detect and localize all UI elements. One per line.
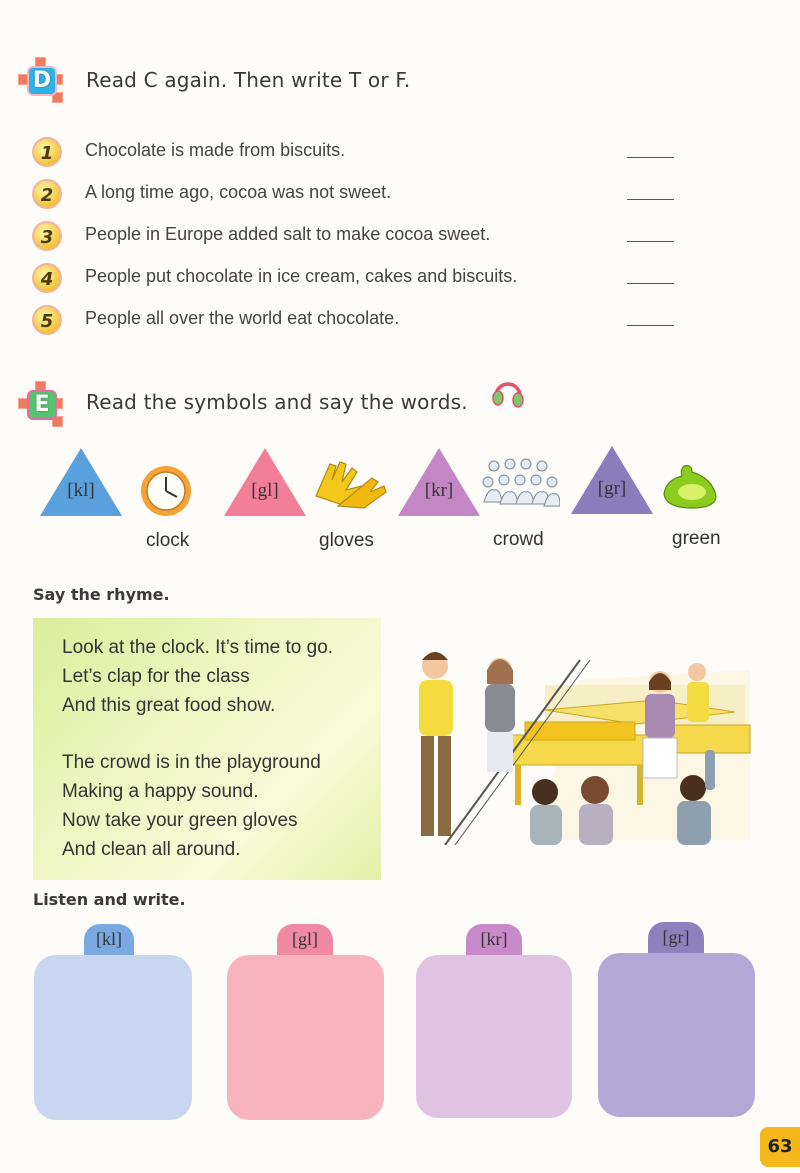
symbol-triangle-gl: [224, 448, 306, 516]
listen-card-kl[interactable]: [34, 955, 192, 1120]
symbol-gl-text: [gl]: [251, 480, 279, 501]
rhyme-heading: Say the rhyme.: [33, 585, 170, 604]
word-crowd: crowd: [493, 529, 544, 550]
crowd-icon: [482, 456, 560, 512]
clock-icon: [139, 464, 193, 518]
section-e-badge: [18, 381, 62, 425]
statement-1: Chocolate is made from biscuits.: [85, 140, 346, 160]
rhyme-line-2: Let’s clap for the class: [62, 666, 250, 687]
symbol-gr-text: [gr]: [597, 478, 627, 499]
listen-card-gr[interactable]: [598, 953, 755, 1117]
symbol-kl-text: [kl]: [67, 480, 95, 501]
word-gloves: gloves: [319, 530, 374, 551]
listen-tab-kl: [kl]: [84, 924, 134, 958]
statement-number-4: 4: [32, 263, 62, 293]
listen-heading: Listen and write.: [33, 890, 186, 909]
section-e-letter: E: [27, 390, 57, 420]
listen-tab-gr: [gr]: [648, 922, 704, 956]
listen-card-kr[interactable]: [416, 955, 572, 1118]
statement-2: A long time ago, cocoa was not sweet.: [85, 182, 392, 202]
section-e-instruction: Read the symbols and say the words.: [86, 390, 468, 414]
gloves-icon: [312, 456, 388, 512]
statement-5: People all over the world eat chocolate.: [85, 308, 400, 328]
answer-blank-4[interactable]: [627, 283, 674, 284]
statement-number-1: 1: [32, 137, 62, 167]
answer-blank-1[interactable]: [627, 157, 674, 158]
section-d-letter: D: [27, 66, 57, 96]
rhyme-line-7: And clean all around.: [62, 839, 241, 860]
statement-number-2: 2: [32, 179, 62, 209]
statement-4: People put chocolate in ice cream, cakes and biscuits.: [85, 266, 518, 286]
answer-blank-2[interactable]: [627, 199, 674, 200]
rhyme-line-4: The crowd is in the playground: [62, 752, 321, 773]
section-d-instruction: Read C again. Then write T or F.: [86, 68, 411, 92]
green-blob-icon: [662, 462, 718, 512]
rhyme-line-3: And this great food show.: [62, 695, 276, 716]
rhyme-line-1: Look at the clock. It’s time to go.: [62, 637, 334, 658]
word-green: green: [672, 528, 721, 549]
listen-tab-kr: [kr]: [466, 924, 522, 958]
statement-3: People in Europe added salt to make cocoa sweet.: [85, 224, 491, 244]
symbol-triangle-kl: [40, 448, 122, 516]
statement-number-3: 3: [32, 221, 62, 251]
word-clock: clock: [146, 530, 190, 551]
answer-blank-5[interactable]: [627, 325, 674, 326]
page-number: 63: [760, 1127, 800, 1167]
symbol-triangle-kr: [398, 448, 480, 516]
listen-tab-gl: [gl]: [277, 924, 333, 958]
section-d-badge: [18, 57, 62, 101]
rhyme-line-5: Making a happy sound.: [62, 781, 259, 802]
symbol-kr-text: [kr]: [424, 480, 454, 501]
listen-card-gl[interactable]: [227, 955, 384, 1120]
answer-blank-3[interactable]: [627, 241, 674, 242]
statement-number-5: 5: [32, 305, 62, 335]
headphones-icon[interactable]: [490, 376, 526, 412]
rhyme-line-6: Now take your green gloves: [62, 810, 298, 831]
symbol-triangle-gr: [571, 446, 653, 514]
classroom-illustration: [405, 640, 755, 845]
